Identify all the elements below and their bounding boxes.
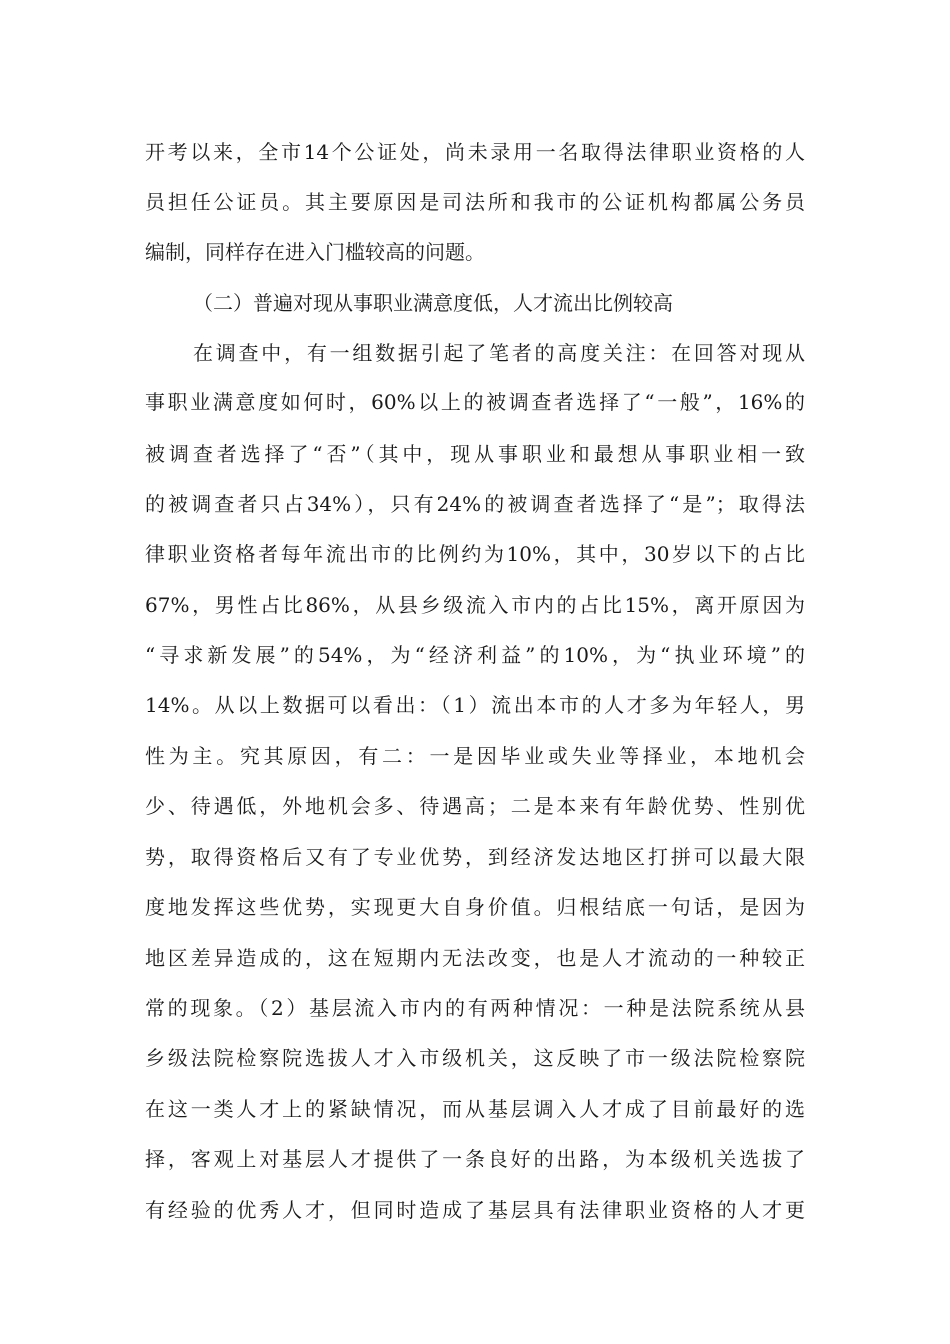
- section-heading: （二）普遍对现从事职业满意度低，人才流出比例较高: [193, 291, 673, 315]
- text-line: 的被调查者只占34%），只有24%的被调查者选择了“是”；取得法: [145, 492, 805, 516]
- text-line: 择，客观上对基层人才提供了一条良好的出路，为本级机关选拔了: [145, 1147, 805, 1171]
- text-line: 性为主。究其原因，有二：一是因毕业或失业等择业，本地机会: [145, 744, 805, 768]
- text-line: 开考以来，全市14个公证处，尚未录用一名取得法律职业资格的人: [145, 140, 805, 164]
- text-line: 乡级法院检察院选拔人才入市级机关，这反映了市一级法院检察院: [145, 1046, 805, 1070]
- text-line: 编制，同样存在进入门槛较高的问题。: [145, 240, 485, 264]
- text-line: 在调查中，有一组数据引起了笔者的高度关注：在回答对现从: [193, 341, 805, 365]
- text-line: 67%，男性占比86%，从县乡级流入市内的占比15%，离开原因为: [145, 593, 805, 617]
- text-line: 势，取得资格后又有了专业优势，到经济发达地区打拼可以最大限: [145, 845, 805, 869]
- text-line: 度地发挥这些优势，实现更大自身价值。归根结底一句话，是因为: [145, 895, 805, 919]
- text-line: 常的现象。（2）基层流入市内的有两种情况：一种是法院系统从县: [145, 996, 805, 1020]
- text-line: 员担任公证员。其主要原因是司法所和我市的公证机构都属公务员: [145, 190, 805, 214]
- text-line: 地区差异造成的，这在短期内无法改变，也是人才流动的一种较正: [145, 946, 805, 970]
- text-line: 少、待遇低，外地机会多、待遇高；二是本来有年龄优势、性别优: [145, 794, 805, 818]
- text-line: 事职业满意度如何时，60%以上的被调查者选择了“一般”，16%的: [145, 390, 805, 414]
- text-line: 在这一类人才上的紧缺情况，而从基层调入人才成了目前最好的选: [145, 1097, 805, 1121]
- text-line: 律职业资格者每年流出市的比例约为10%，其中，30岁以下的占比: [145, 542, 805, 566]
- text-line: 有经验的优秀人才，但同时造成了基层具有法律职业资格的人才更: [145, 1198, 805, 1222]
- text-line: 被调查者选择了“否”（其中，现从事职业和最想从事职业相一致: [145, 442, 805, 466]
- text-line: 14%。从以上数据可以看出：（1）流出本市的人才多为年轻人，男: [145, 693, 805, 717]
- text-line: “寻求新发展”的54%，为“经济利益”的10%，为“执业环境”的: [145, 643, 805, 667]
